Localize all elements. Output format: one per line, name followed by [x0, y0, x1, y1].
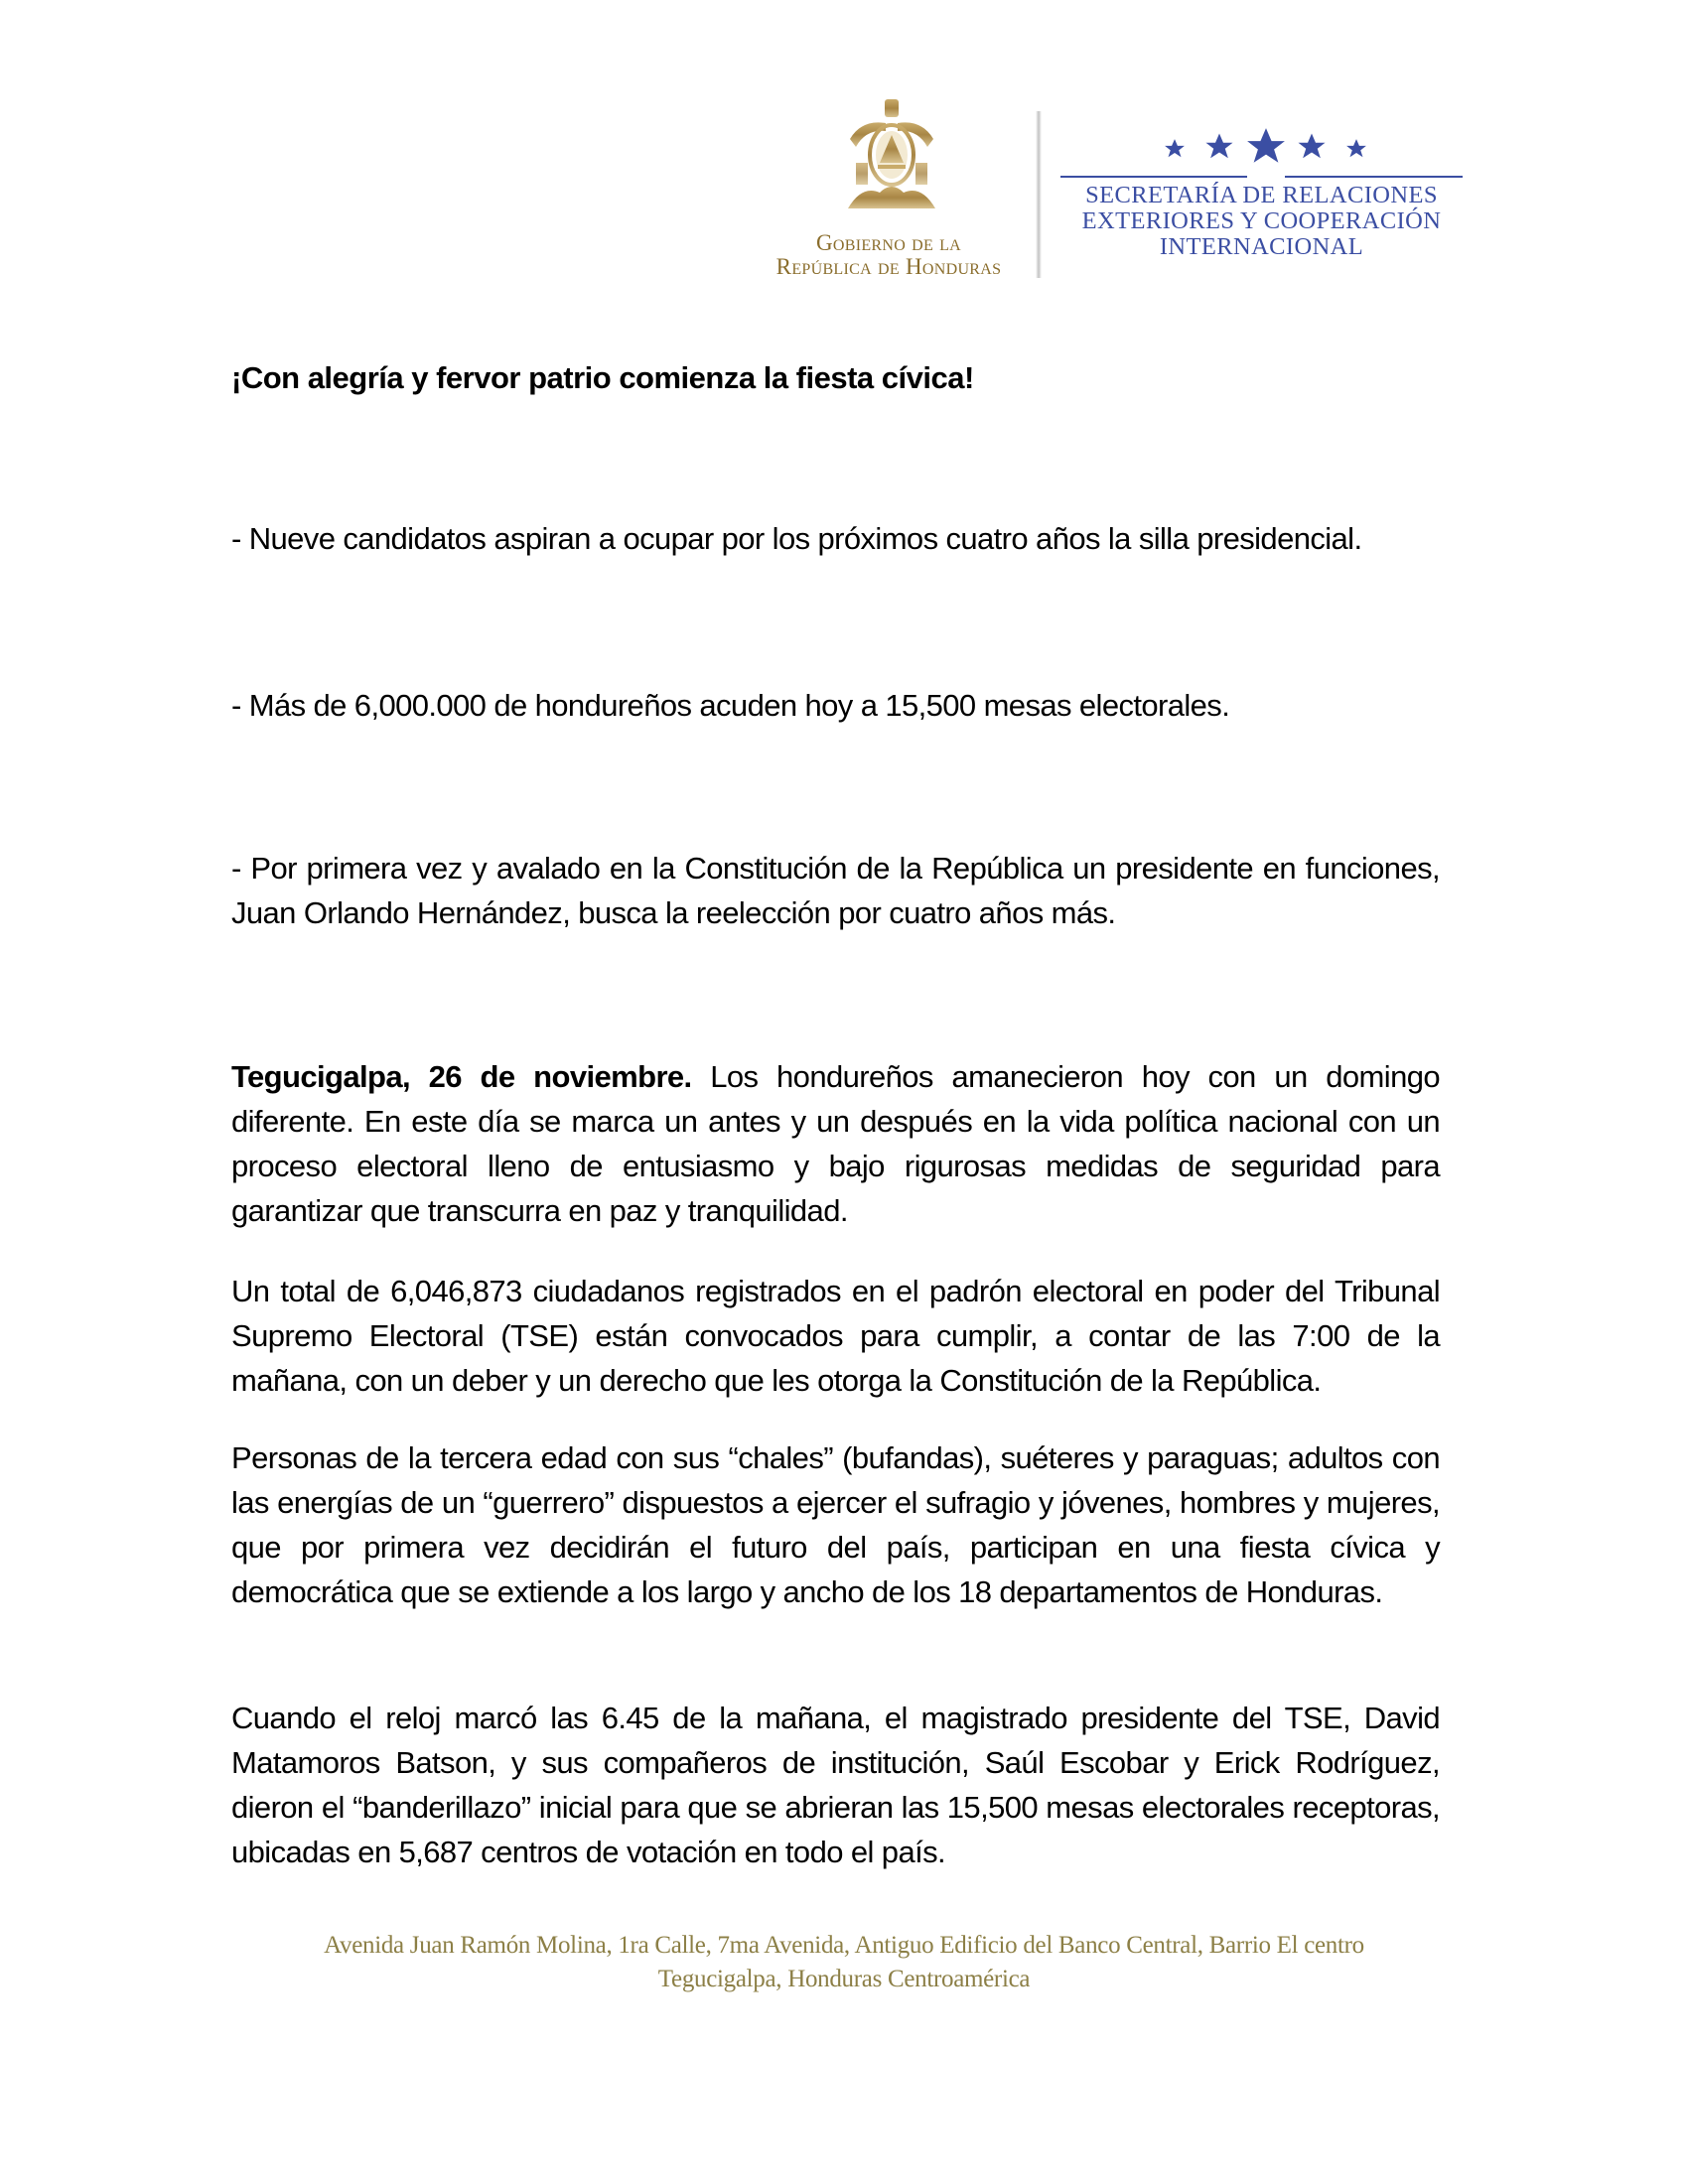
- ministry-name-line2: EXTERIORES Y COOPERACIÓN: [1081, 207, 1442, 234]
- coat-of-arms-icon: [842, 97, 941, 216]
- five-stars-icon: [1060, 127, 1463, 167]
- body-paragraph: [231, 1054, 1440, 1233]
- summary-bullet: - Nueve candidatos aspiran a ocupar por los próximos cuatro años la silla presidencial.: [231, 521, 1362, 556]
- header-divider: [1036, 111, 1042, 278]
- government-name-line1: Gobierno de la: [815, 230, 962, 255]
- paragraph-text: Los hondureños amanecieron hoy con un domingo diferente. En este día se marca un antes y un después en la vida política nacional con un proceso electoral lleno de entusiasmo y bajo rigurosas medidas de seguridad para garantizar que transcurra en paz y tranquilidad.: [231, 1059, 1440, 1228]
- ministry-rule-left: [1060, 176, 1247, 178]
- ministry-name-line3: INTERNACIONAL: [1159, 233, 1364, 260]
- ministry-rule-right: [1285, 176, 1463, 178]
- summary-bullet: - Por primera vez y avalado en la Constitución de la República un presidente en funciones, Juan Orlando Hernández, busca la reelección por cuatro años más.: [231, 851, 1440, 930]
- government-name-line2: República de Honduras: [775, 254, 1002, 279]
- body-paragraph: Personas de la tercera edad con sus “chales” (bufandas), suéteres y paraguas; adultos con las energías de un “guerrero” dispuestos a ejercer el sufragio y jóvenes, hombres y mujeres, que por primera vez decidirán el futuro del país, participan en una fiesta cívica y democrática que se extiende a los largo y ancho de los 18 departamentos de Honduras.: [231, 1440, 1440, 1609]
- body-paragraph: Cuando el reloj marcó las 6.45 de la mañana, el magistrado presidente del TSE, David Matamoros Batson, y sus compañeros de institución, Saúl Escobar y Erick Rodríguez, dieron el “banderillazo” inicial para que se abrieran las 15,500 mesas electorales receptoras, ubicadas en 5,687 centros de votación en todo el país.: [231, 1701, 1440, 1869]
- headline: ¡Con alegría y fervor patrio comienza la fiesta cívica!: [231, 360, 974, 395]
- summary-bullet: - Más de 6,000.000 de hondureños acuden hoy a 15,500 mesas electorales.: [231, 688, 1230, 723]
- body-paragraph: Un total de 6,046,873 ciudadanos registrados en el padrón electoral en poder del Tribunal Supremo Electoral (TSE) están convocados para cumplir, a contar de las 7:00 de la mañana, con un deber y un derecho que les otorga la Constitución de la República.: [231, 1274, 1440, 1398]
- footer-address-line2: Tegucigalpa, Honduras Centroamérica: [657, 1966, 1031, 1992]
- footer-address-line1: Avenida Juan Ramón Molina, 1ra Calle, 7ma Avenida, Antiguo Edificio del Banco Central, Barrio El centro: [324, 1932, 1364, 1959]
- dateline: Tegucigalpa, 26 de noviembre.: [231, 1059, 692, 1094]
- ministry-name-line1: SECRETARÍA DE RELACIONES: [1085, 182, 1438, 208]
